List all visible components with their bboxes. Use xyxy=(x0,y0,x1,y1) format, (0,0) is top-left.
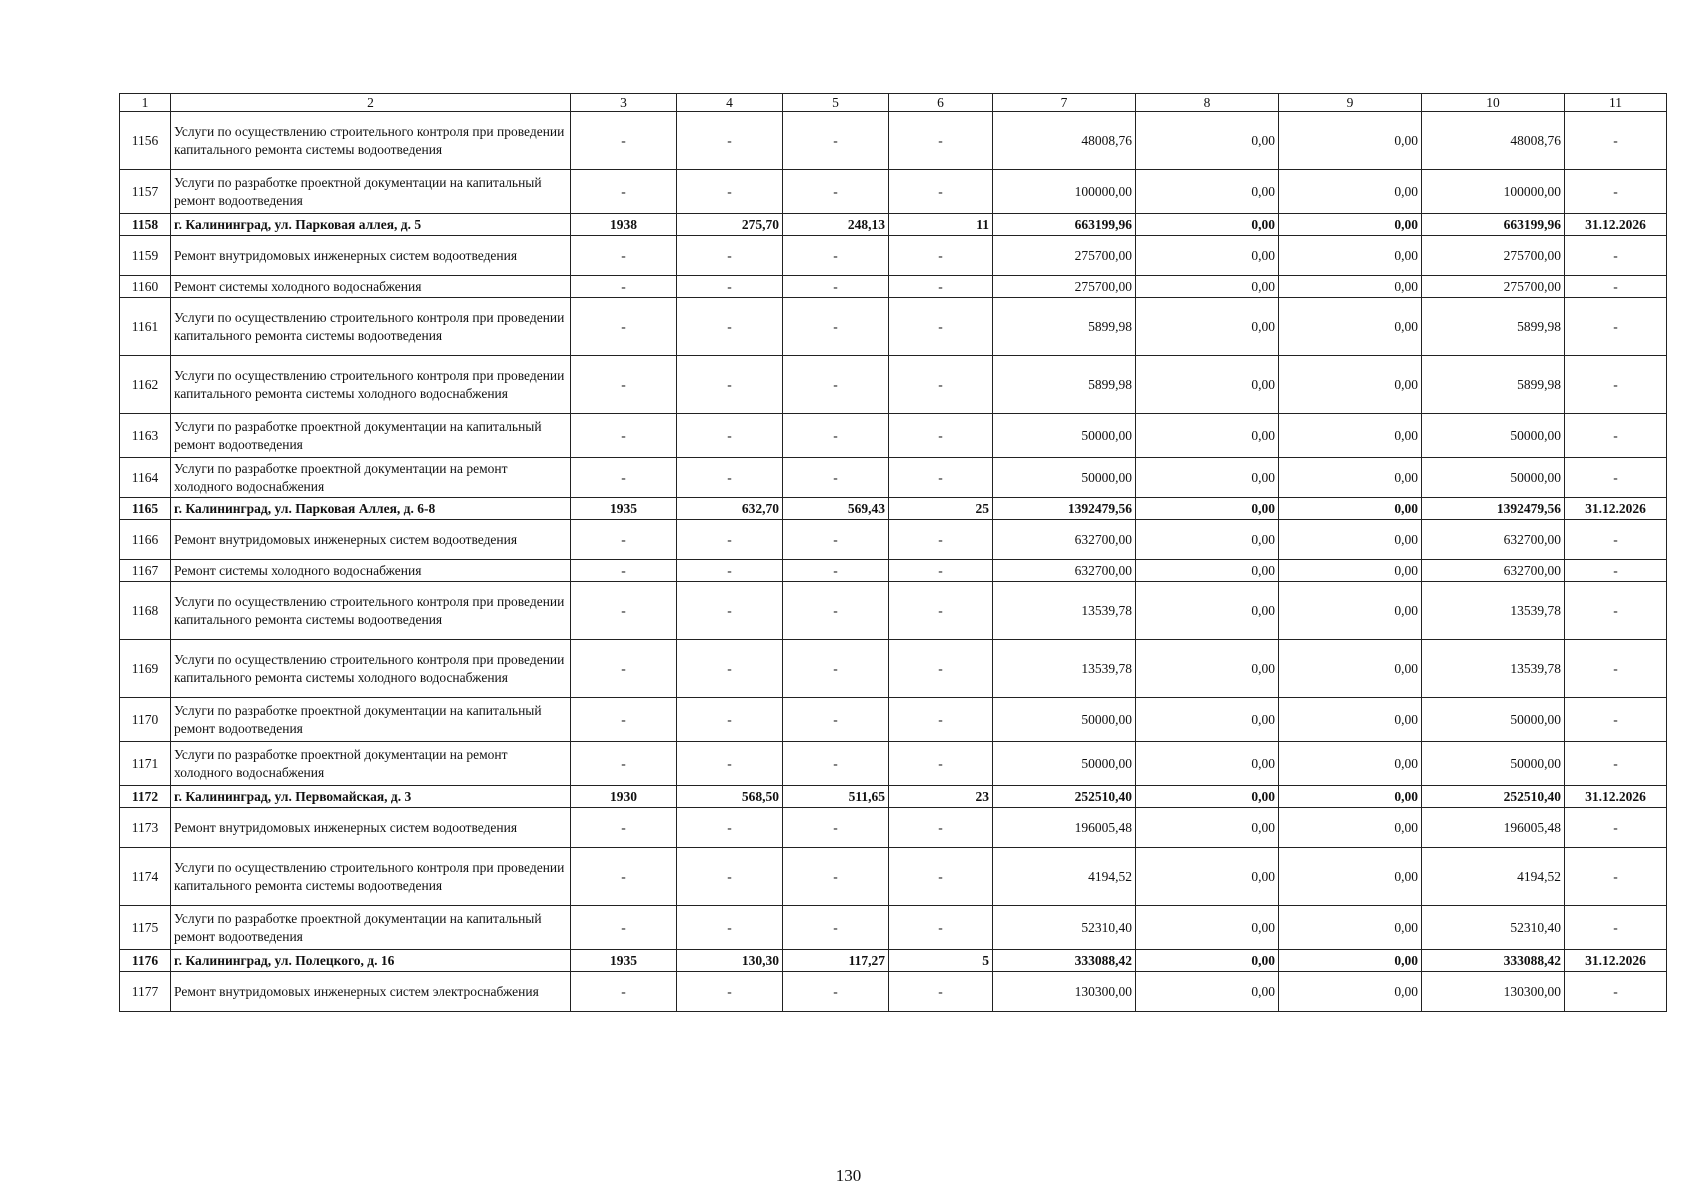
cell-total-cost: 52310,40 xyxy=(993,906,1136,950)
header-cell: 2 xyxy=(171,94,571,112)
cell-fund-cost-1: 0,00 xyxy=(1136,950,1279,972)
cell-owners-cost: 50000,00 xyxy=(1422,414,1565,458)
cell-total-cost: 50000,00 xyxy=(993,698,1136,742)
cell-item-name: Ремонт системы холодного водоснабжения xyxy=(171,560,571,582)
cell-deadline: - xyxy=(1565,582,1667,640)
cell-residents: - xyxy=(889,808,993,848)
cell-item-name: Ремонт внутридомовых инженерных систем водоотведения xyxy=(171,520,571,560)
header-cell: 11 xyxy=(1565,94,1667,112)
cell-total-area: 130,30 xyxy=(677,950,783,972)
cell-fund-cost-1: 0,00 xyxy=(1136,414,1279,458)
cell-total-cost: 5899,98 xyxy=(993,356,1136,414)
cell-living-area: - xyxy=(783,112,889,170)
cell-owners-cost: 275700,00 xyxy=(1422,236,1565,276)
cell-owners-cost: 4194,52 xyxy=(1422,848,1565,906)
cell-owners-cost: 48008,76 xyxy=(1422,112,1565,170)
cell-fund-cost-2: 0,00 xyxy=(1279,170,1422,214)
cell-total-cost: 13539,78 xyxy=(993,640,1136,698)
cell-fund-cost-2: 0,00 xyxy=(1279,276,1422,298)
cell-fund-cost-1: 0,00 xyxy=(1136,298,1279,356)
header-cell: 7 xyxy=(993,94,1136,112)
cell-total-area: - xyxy=(677,560,783,582)
cell-fund-cost-1: 0,00 xyxy=(1136,972,1279,1012)
cell-item-name: Услуги по осуществлению строительного контроля при проведении капитального ремонта системы водоотведения xyxy=(171,298,571,356)
cell-total-area: - xyxy=(677,112,783,170)
cell-total-cost: 275700,00 xyxy=(993,236,1136,276)
cell-deadline: - xyxy=(1565,848,1667,906)
cell-living-area: - xyxy=(783,582,889,640)
cell-year-built: - xyxy=(571,170,677,214)
cell-fund-cost-1: 0,00 xyxy=(1136,786,1279,808)
cell-deadline: - xyxy=(1565,170,1667,214)
table-row xyxy=(120,972,1667,1012)
cell-item-name: Услуги по осуществлению строительного контроля при проведении капитального ремонта системы водоотведения xyxy=(171,582,571,640)
cell-item-name: Услуги по разработке проектной документации на капитальный ремонт водоотведения xyxy=(171,906,571,950)
cell-total-area: - xyxy=(677,698,783,742)
cell-fund-cost-1: 0,00 xyxy=(1136,214,1279,236)
cell-living-area: - xyxy=(783,698,889,742)
cell-residents: - xyxy=(889,112,993,170)
cell-deadline: - xyxy=(1565,236,1667,276)
cell-total-cost: 632700,00 xyxy=(993,520,1136,560)
cell-fund-cost-1: 0,00 xyxy=(1136,112,1279,170)
cell-row-number: 1161 xyxy=(120,298,171,356)
cell-item-name: г. Калининград, ул. Полецкого, д. 16 xyxy=(171,950,571,972)
cell-fund-cost-1: 0,00 xyxy=(1136,236,1279,276)
cell-year-built: - xyxy=(571,414,677,458)
cell-deadline: - xyxy=(1565,972,1667,1012)
cell-owners-cost: 632700,00 xyxy=(1422,520,1565,560)
cell-living-area: 511,65 xyxy=(783,786,889,808)
cell-owners-cost: 5899,98 xyxy=(1422,298,1565,356)
cell-year-built: 1938 xyxy=(571,214,677,236)
cell-row-number: 1177 xyxy=(120,972,171,1012)
cell-item-name: Услуги по осуществлению строительного контроля при проведении капитального ремонта системы холодного водоснабжения xyxy=(171,356,571,414)
cell-owners-cost: 632700,00 xyxy=(1422,560,1565,582)
cell-row-number: 1165 xyxy=(120,498,171,520)
cell-fund-cost-2: 0,00 xyxy=(1279,214,1422,236)
cell-owners-cost: 196005,48 xyxy=(1422,808,1565,848)
cell-residents: - xyxy=(889,356,993,414)
cell-total-cost: 1392479,56 xyxy=(993,498,1136,520)
cell-row-number: 1166 xyxy=(120,520,171,560)
cell-owners-cost: 333088,42 xyxy=(1422,950,1565,972)
cell-residents: - xyxy=(889,848,993,906)
cell-total-area: - xyxy=(677,906,783,950)
header-cell: 9 xyxy=(1279,94,1422,112)
table-row xyxy=(120,214,1667,236)
cell-living-area: - xyxy=(783,972,889,1012)
cell-fund-cost-2: 0,00 xyxy=(1279,520,1422,560)
cell-fund-cost-2: 0,00 xyxy=(1279,640,1422,698)
cell-fund-cost-2: 0,00 xyxy=(1279,112,1422,170)
cell-year-built: 1935 xyxy=(571,950,677,972)
cell-row-number: 1156 xyxy=(120,112,171,170)
table-row xyxy=(120,698,1667,742)
cell-fund-cost-1: 0,00 xyxy=(1136,170,1279,214)
cell-total-area: - xyxy=(677,520,783,560)
cell-total-area: - xyxy=(677,236,783,276)
header-cell: 1 xyxy=(120,94,171,112)
cell-year-built: - xyxy=(571,848,677,906)
cell-owners-cost: 50000,00 xyxy=(1422,698,1565,742)
cell-total-area: - xyxy=(677,808,783,848)
table-row xyxy=(120,498,1667,520)
cell-deadline: - xyxy=(1565,298,1667,356)
cell-fund-cost-2: 0,00 xyxy=(1279,972,1422,1012)
cell-living-area: - xyxy=(783,356,889,414)
cell-fund-cost-1: 0,00 xyxy=(1136,560,1279,582)
cell-year-built: - xyxy=(571,112,677,170)
cell-residents: - xyxy=(889,972,993,1012)
cell-item-name: Услуги по осуществлению строительного контроля при проведении капитального ремонта системы холодного водоснабжения xyxy=(171,640,571,698)
cell-living-area: - xyxy=(783,848,889,906)
table-row xyxy=(120,742,1667,786)
cell-total-cost: 196005,48 xyxy=(993,808,1136,848)
table-row xyxy=(120,582,1667,640)
table-row xyxy=(120,848,1667,906)
table-row xyxy=(120,356,1667,414)
cell-year-built: 1930 xyxy=(571,786,677,808)
cell-fund-cost-2: 0,00 xyxy=(1279,356,1422,414)
cell-fund-cost-1: 0,00 xyxy=(1136,808,1279,848)
cell-fund-cost-1: 0,00 xyxy=(1136,640,1279,698)
table-row xyxy=(120,786,1667,808)
cell-total-cost: 663199,96 xyxy=(993,214,1136,236)
cell-fund-cost-1: 0,00 xyxy=(1136,276,1279,298)
cell-fund-cost-2: 0,00 xyxy=(1279,298,1422,356)
cell-residents: - xyxy=(889,640,993,698)
cell-deadline: 31.12.2026 xyxy=(1565,214,1667,236)
cell-owners-cost: 50000,00 xyxy=(1422,742,1565,786)
cell-residents: - xyxy=(889,170,993,214)
cell-year-built: - xyxy=(571,582,677,640)
cell-row-number: 1159 xyxy=(120,236,171,276)
table-row xyxy=(120,950,1667,972)
cell-fund-cost-1: 0,00 xyxy=(1136,520,1279,560)
cell-residents: - xyxy=(889,582,993,640)
cell-item-name: Услуги по разработке проектной документации на капитальный ремонт водоотведения xyxy=(171,170,571,214)
cell-fund-cost-2: 0,00 xyxy=(1279,560,1422,582)
cell-total-area: - xyxy=(677,414,783,458)
table-row xyxy=(120,458,1667,498)
cell-residents: - xyxy=(889,414,993,458)
cell-row-number: 1173 xyxy=(120,808,171,848)
cell-total-area: - xyxy=(677,298,783,356)
cell-deadline: - xyxy=(1565,276,1667,298)
cell-total-cost: 275700,00 xyxy=(993,276,1136,298)
header-cell: 6 xyxy=(889,94,993,112)
cell-deadline: - xyxy=(1565,640,1667,698)
table-row xyxy=(120,640,1667,698)
cell-row-number: 1168 xyxy=(120,582,171,640)
header-cell: 5 xyxy=(783,94,889,112)
cell-owners-cost: 52310,40 xyxy=(1422,906,1565,950)
cell-total-area: - xyxy=(677,356,783,414)
cell-year-built: - xyxy=(571,808,677,848)
cell-residents: 23 xyxy=(889,786,993,808)
cell-item-name: г. Калининград, ул. Первомайская, д. 3 xyxy=(171,786,571,808)
cell-fund-cost-2: 0,00 xyxy=(1279,808,1422,848)
cell-total-area: - xyxy=(677,848,783,906)
table-row xyxy=(120,808,1667,848)
cell-fund-cost-1: 0,00 xyxy=(1136,906,1279,950)
cell-total-area: 632,70 xyxy=(677,498,783,520)
cell-total-cost: 333088,42 xyxy=(993,950,1136,972)
cell-owners-cost: 100000,00 xyxy=(1422,170,1565,214)
page-number: 130 xyxy=(835,1166,862,1185)
cell-living-area: - xyxy=(783,742,889,786)
cell-year-built: - xyxy=(571,640,677,698)
cell-item-name: Услуги по разработке проектной документации на капитальный ремонт водоотведения xyxy=(171,414,571,458)
cell-deadline: 31.12.2026 xyxy=(1565,950,1667,972)
cell-owners-cost: 13539,78 xyxy=(1422,582,1565,640)
cell-year-built: - xyxy=(571,520,677,560)
cell-fund-cost-2: 0,00 xyxy=(1279,906,1422,950)
cell-fund-cost-1: 0,00 xyxy=(1136,458,1279,498)
cell-year-built: - xyxy=(571,356,677,414)
cell-deadline: - xyxy=(1565,520,1667,560)
table-row xyxy=(120,112,1667,170)
header-cell: 4 xyxy=(677,94,783,112)
cell-total-area: - xyxy=(677,742,783,786)
cell-row-number: 1169 xyxy=(120,640,171,698)
cell-row-number: 1176 xyxy=(120,950,171,972)
cell-item-name: Ремонт внутридомовых инженерных систем водоотведения xyxy=(171,808,571,848)
cell-item-name: Услуги по разработке проектной документации на ремонт холодного водоснабжения xyxy=(171,458,571,498)
cell-total-cost: 4194,52 xyxy=(993,848,1136,906)
cell-fund-cost-2: 0,00 xyxy=(1279,698,1422,742)
cell-deadline: - xyxy=(1565,458,1667,498)
cell-residents: - xyxy=(889,276,993,298)
cell-year-built: - xyxy=(571,972,677,1012)
table-row xyxy=(120,560,1667,582)
cell-total-cost: 130300,00 xyxy=(993,972,1136,1012)
cell-residents: - xyxy=(889,520,993,560)
cell-deadline: - xyxy=(1565,906,1667,950)
cell-row-number: 1175 xyxy=(120,906,171,950)
header-cell: 10 xyxy=(1422,94,1565,112)
cell-deadline: - xyxy=(1565,560,1667,582)
cell-owners-cost: 275700,00 xyxy=(1422,276,1565,298)
cell-row-number: 1158 xyxy=(120,214,171,236)
table-row xyxy=(120,414,1667,458)
cell-total-cost: 5899,98 xyxy=(993,298,1136,356)
cell-living-area: - xyxy=(783,906,889,950)
cell-deadline: - xyxy=(1565,112,1667,170)
cell-total-area: - xyxy=(677,170,783,214)
cell-fund-cost-2: 0,00 xyxy=(1279,742,1422,786)
cell-item-name: Услуги по разработке проектной документации на ремонт холодного водоснабжения xyxy=(171,742,571,786)
table-row xyxy=(120,298,1667,356)
cell-fund-cost-2: 0,00 xyxy=(1279,498,1422,520)
cell-fund-cost-1: 0,00 xyxy=(1136,498,1279,520)
cell-row-number: 1163 xyxy=(120,414,171,458)
cell-residents: 11 xyxy=(889,214,993,236)
cell-row-number: 1174 xyxy=(120,848,171,906)
table-row xyxy=(120,276,1667,298)
cell-fund-cost-1: 0,00 xyxy=(1136,742,1279,786)
cell-deadline: - xyxy=(1565,414,1667,458)
cell-residents: 5 xyxy=(889,950,993,972)
cell-living-area: - xyxy=(783,458,889,498)
cell-total-cost: 50000,00 xyxy=(993,414,1136,458)
cell-item-name: Услуги по разработке проектной документации на капитальный ремонт водоотведения xyxy=(171,698,571,742)
cell-living-area: 117,27 xyxy=(783,950,889,972)
cell-owners-cost: 130300,00 xyxy=(1422,972,1565,1012)
cell-deadline: - xyxy=(1565,698,1667,742)
table-row xyxy=(120,520,1667,560)
cell-fund-cost-2: 0,00 xyxy=(1279,786,1422,808)
cell-total-cost: 632700,00 xyxy=(993,560,1136,582)
cell-residents: - xyxy=(889,458,993,498)
header-cell: 8 xyxy=(1136,94,1279,112)
cell-fund-cost-2: 0,00 xyxy=(1279,458,1422,498)
cell-fund-cost-1: 0,00 xyxy=(1136,698,1279,742)
document-table xyxy=(119,93,1667,1012)
table-header-row xyxy=(120,94,1667,112)
header-cell: 3 xyxy=(571,94,677,112)
cell-total-area: 275,70 xyxy=(677,214,783,236)
cell-residents: - xyxy=(889,298,993,356)
cell-total-area: - xyxy=(677,276,783,298)
cell-deadline: 31.12.2026 xyxy=(1565,498,1667,520)
cell-living-area: - xyxy=(783,808,889,848)
cell-year-built: - xyxy=(571,742,677,786)
cell-residents: - xyxy=(889,236,993,276)
cell-item-name: Ремонт системы холодного водоснабжения xyxy=(171,276,571,298)
cell-item-name: Услуги по осуществлению строительного контроля при проведении капитального ремонта системы водоотведения xyxy=(171,848,571,906)
cell-row-number: 1160 xyxy=(120,276,171,298)
cell-owners-cost: 5899,98 xyxy=(1422,356,1565,414)
cell-item-name: Ремонт внутридомовых инженерных систем электроснабжения xyxy=(171,972,571,1012)
cell-total-area: 568,50 xyxy=(677,786,783,808)
cell-item-name: г. Калининград, ул. Парковая Аллея, д. 6-8 xyxy=(171,498,571,520)
cell-owners-cost: 50000,00 xyxy=(1422,458,1565,498)
cell-total-cost: 252510,40 xyxy=(993,786,1136,808)
cell-row-number: 1167 xyxy=(120,560,171,582)
cell-row-number: 1157 xyxy=(120,170,171,214)
cell-living-area: - xyxy=(783,276,889,298)
table-row xyxy=(120,170,1667,214)
cell-row-number: 1172 xyxy=(120,786,171,808)
cell-living-area: 248,13 xyxy=(783,214,889,236)
cell-living-area: 569,43 xyxy=(783,498,889,520)
cell-year-built: 1935 xyxy=(571,498,677,520)
cell-total-area: - xyxy=(677,972,783,1012)
table-body xyxy=(120,112,1667,1012)
cell-total-cost: 100000,00 xyxy=(993,170,1136,214)
cell-fund-cost-1: 0,00 xyxy=(1136,582,1279,640)
table-row xyxy=(120,906,1667,950)
cell-fund-cost-2: 0,00 xyxy=(1279,950,1422,972)
cell-living-area: - xyxy=(783,640,889,698)
cell-deadline: - xyxy=(1565,742,1667,786)
cell-residents: 25 xyxy=(889,498,993,520)
cell-item-name: Ремонт внутридомовых инженерных систем водоотведения xyxy=(171,236,571,276)
cell-living-area: - xyxy=(783,170,889,214)
cell-total-area: - xyxy=(677,582,783,640)
cell-year-built: - xyxy=(571,458,677,498)
cell-living-area: - xyxy=(783,298,889,356)
cell-row-number: 1162 xyxy=(120,356,171,414)
cell-fund-cost-2: 0,00 xyxy=(1279,414,1422,458)
cell-residents: - xyxy=(889,742,993,786)
cell-living-area: - xyxy=(783,236,889,276)
table-row xyxy=(120,236,1667,276)
cell-fund-cost-1: 0,00 xyxy=(1136,356,1279,414)
cell-residents: - xyxy=(889,560,993,582)
cell-year-built: - xyxy=(571,276,677,298)
cell-fund-cost-2: 0,00 xyxy=(1279,236,1422,276)
cell-year-built: - xyxy=(571,560,677,582)
cell-residents: - xyxy=(889,698,993,742)
cell-year-built: - xyxy=(571,698,677,742)
cell-deadline: - xyxy=(1565,356,1667,414)
cell-living-area: - xyxy=(783,560,889,582)
cell-fund-cost-2: 0,00 xyxy=(1279,848,1422,906)
cell-living-area: - xyxy=(783,520,889,560)
cell-total-area: - xyxy=(677,640,783,698)
cell-total-cost: 50000,00 xyxy=(993,742,1136,786)
cell-total-cost: 50000,00 xyxy=(993,458,1136,498)
cell-living-area: - xyxy=(783,414,889,458)
cell-total-cost: 13539,78 xyxy=(993,582,1136,640)
cell-item-name: г. Калининград, ул. Парковая аллея, д. 5 xyxy=(171,214,571,236)
cell-fund-cost-1: 0,00 xyxy=(1136,848,1279,906)
cell-year-built: - xyxy=(571,236,677,276)
cell-year-built: - xyxy=(571,298,677,356)
cell-total-area: - xyxy=(677,458,783,498)
cell-row-number: 1170 xyxy=(120,698,171,742)
cell-owners-cost: 1392479,56 xyxy=(1422,498,1565,520)
cell-total-cost: 48008,76 xyxy=(993,112,1136,170)
cell-owners-cost: 663199,96 xyxy=(1422,214,1565,236)
cell-deadline: - xyxy=(1565,808,1667,848)
cell-item-name: Услуги по осуществлению строительного контроля при проведении капитального ремонта системы водоотведения xyxy=(171,112,571,170)
cell-row-number: 1164 xyxy=(120,458,171,498)
cell-owners-cost: 252510,40 xyxy=(1422,786,1565,808)
cell-fund-cost-2: 0,00 xyxy=(1279,582,1422,640)
cell-residents: - xyxy=(889,906,993,950)
cell-deadline: 31.12.2026 xyxy=(1565,786,1667,808)
cell-row-number: 1171 xyxy=(120,742,171,786)
cell-year-built: - xyxy=(571,906,677,950)
cell-owners-cost: 13539,78 xyxy=(1422,640,1565,698)
